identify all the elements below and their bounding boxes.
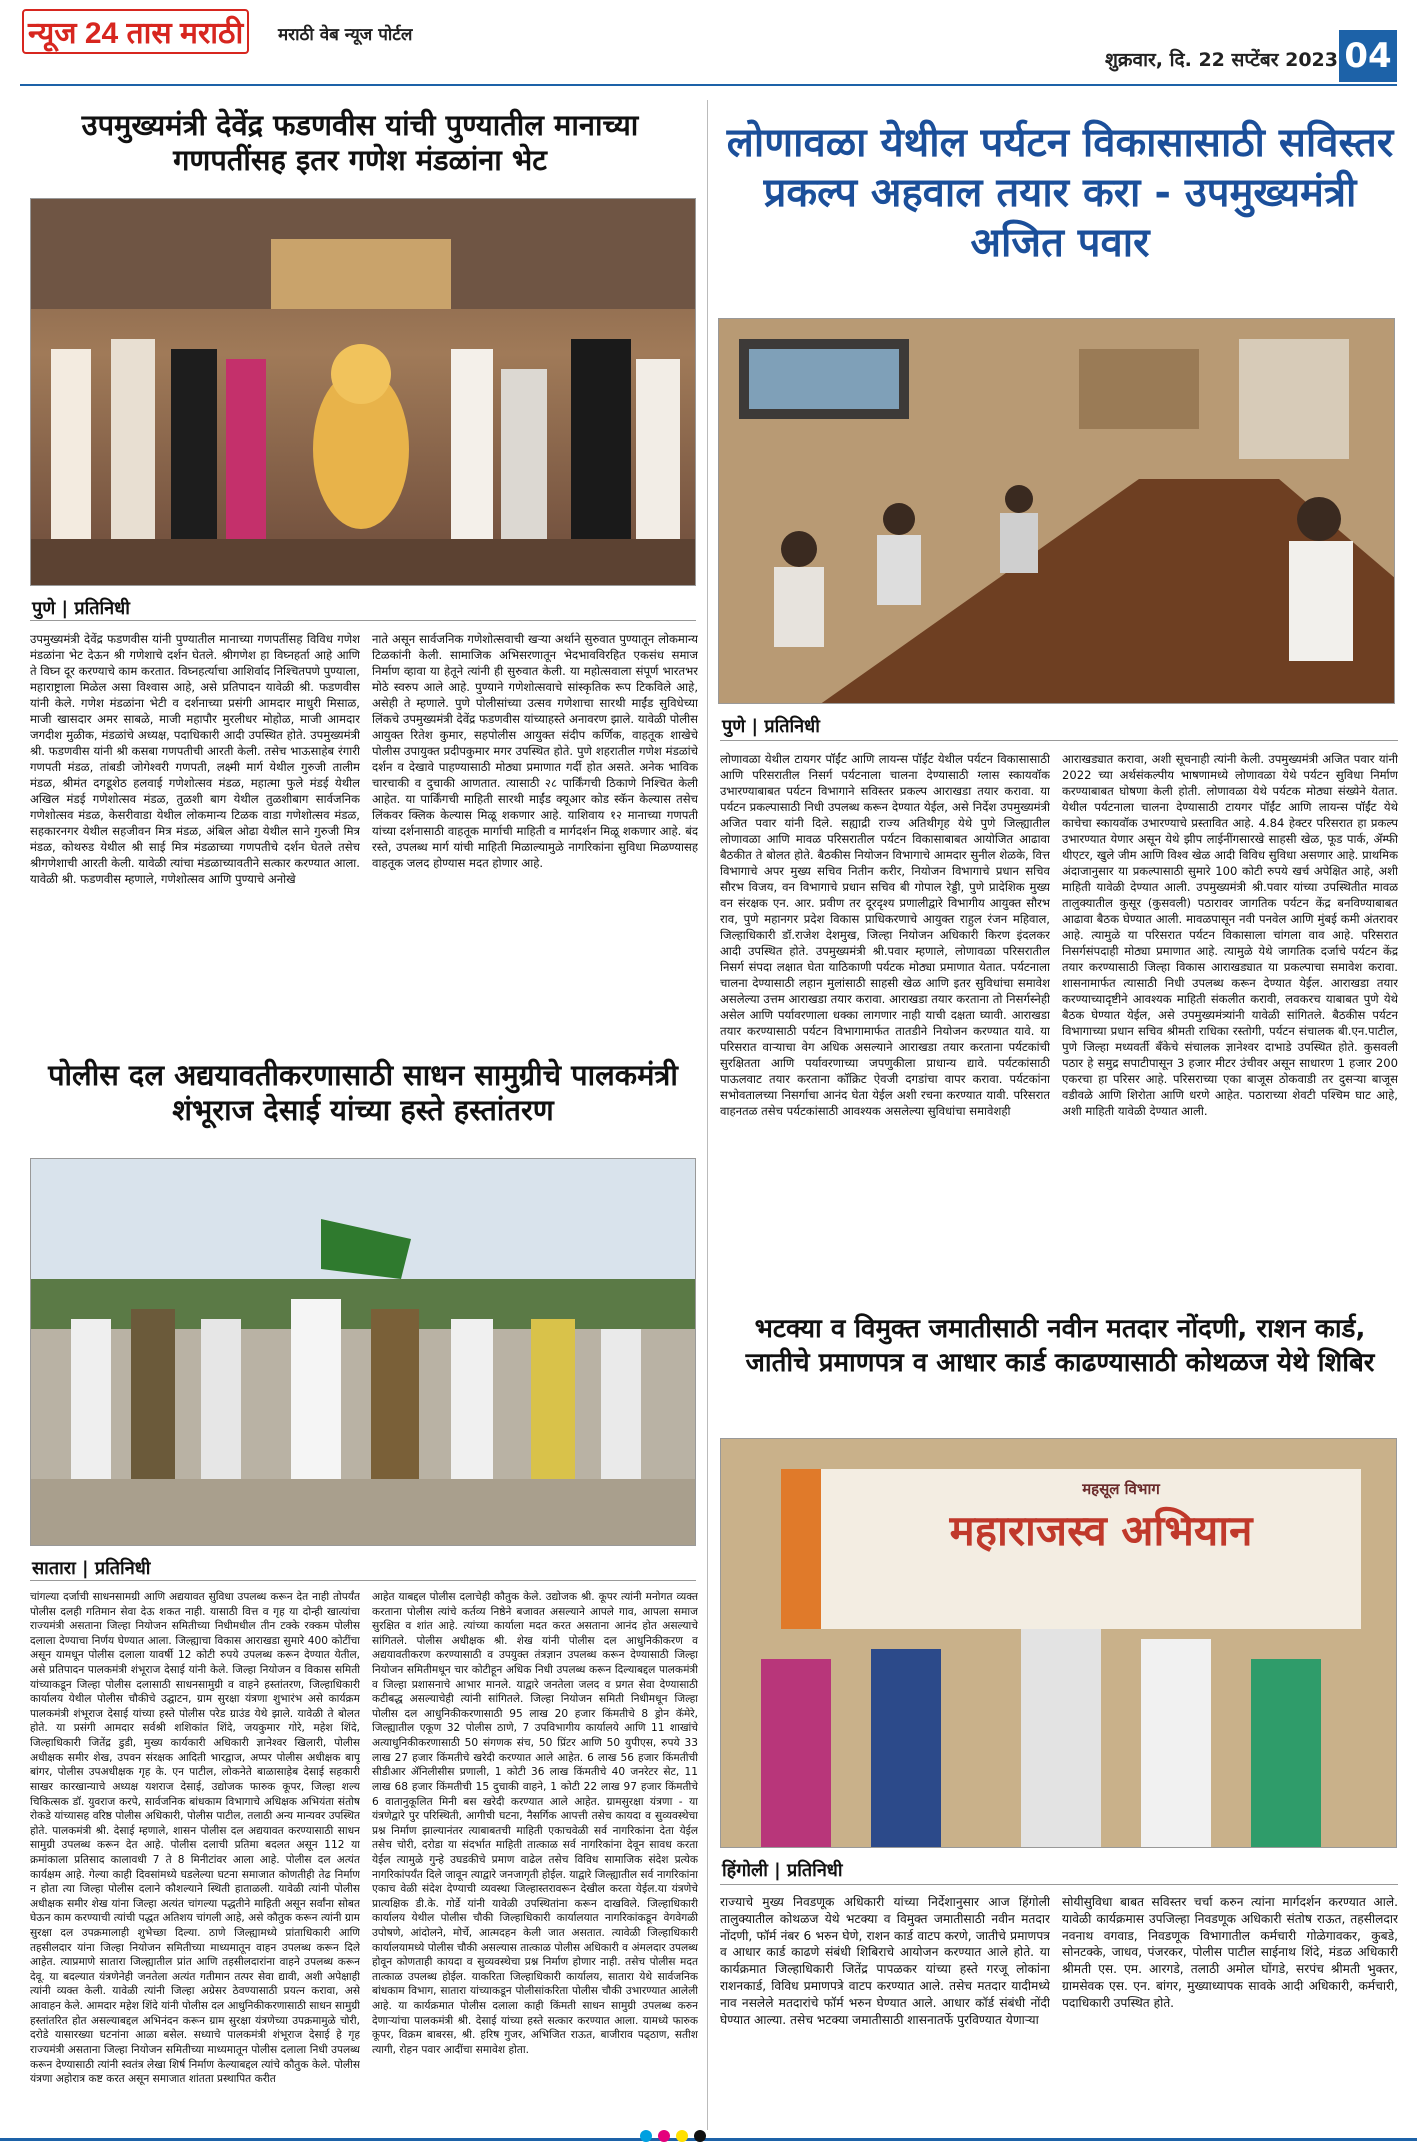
- article1-column1: उपमुख्यमंत्री देवेंद्र फडणवीस यांनी पुण्यातील मानाच्या गणपतींसह विविध गणेश मंडळांना भेट देऊन श्री गणेशाचे दर्शन घेतले. श्रीगणेश हा विघ्नहर्ता आहे आणि ते विघ्न दूर करण्याचे काम करतात. विघ्नहर्त्याचा आशिर्वाद निश्चितपणे पुण्याला, महाराष्ट्राला मिळेल असा विश्वास आहे, असे प्रतिपादन यावेळी श्री. फडणवीस यांनी केले. गणेश मंडळांना भेटी व दर्शनाच्या प्रसंगी आमदार माधुरी मिसाळ, माजी खासदार अमर साबळे, माजी महापौर मुरलीधर मोहोळ, माजी आमदार जगदीश मुळीक, मंडळांचे अध्यक्ष, पदाधिकारी आदी उपस्थित होते. उपमुख्यमंत्री श्री. फडणवीस यांनी श्री कसबा गणपतीची आरती केली. तसेच भाऊसाहेब रंगारी गणपती मंडळ, तांबडी जोगेश्वरी गणपती, लक्ष्मी मार्ग येथील गुरुजी तालीम मंडळ, श्रीमंत दगडूशेठ हलवाई गणेशोत्सव मंडळ, महात्मा फुले मंडई येथील अखिल मंडई गणेशोत्सव मंडळ, तुळशी बाग येथील तुळशीबाग सार्वजनिक गणेशोत्सव मंडळ, केसरीवाडा येथील लोकमान्य टिळक वाडा गणेशोत्सव मंडळ, सहकारनगर येथील सहजीवन मित्र मंडळ, अंबिल ओढा येथील साने गुरुजी मित्र मंडळ, कोथरुड येथील श्री साई मित्र मंडळाच्या गणपतीचे दर्शन घेतले तसेच श्रीगणेशाची आरती केली. यावेळी त्यांचा मंडळाच्यावतीने सत्कार करण्यात आला. यावेळी श्री. फडणवीस म्हणाले, गणेशोत्सव आणि पुण्याचे अनोखे: [30, 632, 360, 886]
- article1-column2: नाते असून सार्वजनिक गणेशोत्सवाची खऱ्या अर्थाने सुरुवात पुण्यातून लोकमान्य टिळकांनी केली. सामाजिक अभिसरणातून भेदभावविरहित एकसंध समाज निर्माण व्हावा या हेतूने त्यांनी ही सुरुवात केली. या महोत्सवाला संपूर्ण भारतभर मोठे स्वरुप आले आहे. पुण्याने गणेशोत्सवाचे सांस्कृतिक रूप टिकविले आहे, असेही ते म्हणाले. पुणे पोलीसांच्या उत्सव गणेशाचा सारथी माईंड सुविधेच्या लिंकचे उपमुख्यमंत्री देवेंद्र फडणवीस यांच्याहस्ते अनावरण झाले. यावेळी पोलीस आयुक्त रितेश कुमार, सहपोलीस आयुक्त संदीप कर्णिक, वाहतूक शाखेचे पोलीस उपायुक्त प्रदीपकुमार मगर उपस्थित होते. पुणे शहरातील गणेश मंडळांचे दर्शन व देखावे पाहण्यासाठी मोठ्या प्रमाणात गर्दी होत असते. अनेक भाविक चारचाकी व दुचाकी आणतात. त्यासाठी २८ पार्किंगची ठिकाणे निश्चित केली आहेत. या पार्किंगची माहिती सारथी माईंड क्यूआर कोड स्कॅन केल्यास तसेच लिंकवर क्लिक केल्यास मिळू शकणार आहे. याशिवाय १२ मानाच्या गणपती यांच्या दर्शनासाठी वाहतूक मार्गाची माहिती व मार्गदर्शन मिळू शकणार आहे. बंद रस्ते, उपलब्ध मार्ग यांची माहिती मिळाल्यामुळे नागरिकांना सुविधा मिळण्यासह वाहतूक जलद होण्यास मदत होणार आहे.: [372, 632, 698, 870]
- photo3-platform: [31, 1479, 696, 1546]
- photo1-idol-head: [331, 344, 391, 404]
- article4-headline: भटक्या व विमुक्त जमातीसाठी नवीन मतदार नोंदणी, राशन कार्ड, जातीचे प्रमाणपत्र व आधार कार्ड काढण्यासाठी कोथळज येथे शिबिर: [745, 1314, 1375, 1379]
- registration-mark-black: [694, 2130, 706, 2142]
- article2-byline: [722, 714, 820, 738]
- photo1-floor: [31, 539, 696, 586]
- masthead-tagline: मराठी वेब न्यूज पोर्टल: [278, 25, 413, 45]
- byline-text: पुणे | प्रतिनिधी: [32, 598, 130, 619]
- byline-text: हिंगोली | प्रतिनिधी: [722, 1860, 843, 1881]
- article1-photo: [30, 198, 696, 586]
- article3-column2: आहेत याबद्दल पोलीस दलाचेही कौतुक केले. उद्योजक श्री. कूपर त्यांनी मनोगत व्यक्त करताना पोलीस त्यांचे कर्तव्य निष्ठेने बजावत असल्याने आपले गाव, आपला समाज सुरक्षित व शांत आहे. त्यांच्या कार्याला मदत करत असताना आनंद होत असल्याचे सांगितले. पोलीस अधीक्षक श्री. शेख यांनी पोलीस दल आधुनिकीकरण व अद्ययावतीकरण करण्यासाठी व उपयुक्त तंत्रज्ञान उपलब्ध करून देण्यासाठी जिल्हा नियोजन समितीमधून चार कोटीहून अधिक निधी उपलब्ध करून दिल्याबद्दल पालकमंत्री व जिल्हा प्रशासनाचे आभार मानले. याद्वारे जनतेला जलद व प्रगत सेवा देण्यासाठी कटीबद्ध असल्याचेही त्यांनी सांगितले. जिल्हा नियोजन समिती निधीमधून जिल्हा पोलीस दल आधुनिकीकरणासाठी 95 लाख 20 हजार किंमतीचे 8 ड्रोन कॅमेरे, जिल्ह्यातील एकूण 32 पोलीस ठाणे, 7 उपविभागीय कार्यालये आणि 11 शाखांचे अत्याधुनिकीकरणासाठी 50 संगणक संच, 50 प्रिंटर आणि 50 युपीएस, रुपये 33 लाख 27 हजार किंमतीचे खरेदी करण्यात आले आहेत. 6 लाख 56 हजार किंमतीची सीडीआर ॲनिलीसीस प्रणाली, 1 कोटी 36 लाख किंमतीचे 40 जनरेटर सेट, 11 लाख 68 हजार किंमतीची 15 दुचाकी वाहने, 1 कोटी 22 लाख 97 हजार किंमतीचे 6 वातानुकूलित मिनी बस खरेदी करण्यात आले आहेत. ग्रामसुरक्षा यंत्रणा - या यंत्रणेद्वारे पुर परिस्थिती, आगीची घटना, नैसर्गिक आपत्ती तसेच कायदा व सुव्यवस्थेचा प्रश्न निर्माण झाल्यानंतर त्याबाबतची माहिती एकाचवेळी सर्व नागरिकांना देता येईल तसेच चोरी, दरोडा या संदर्भात माहिती तात्काळ सर्व नागरिकांना देवून सावध करता येईल त्यामुळे गुन्हे उघडकीचे प्रमाण वाढेल तसेच विविध सामाजिक संदेश प्रत्येक नागरिकांपर्यंत दिले जावून त्याद्वारे जनजागृती होईल. याद्वारे जिल्ह्यातील सर्व नागरिकांना एकाच वेळी संदेश देण्याची व्यवस्था जिल्हास्तरावरून देखील करता येईल.या यंत्रणेचे प्रात्यक्षिक डी.के. गोर्डे यांनी यावेळी उपस्थितांना करून दाखविले. जिल्हाधिकारी कार्यालय येथील पोलीस चौकी जिल्हाधिकारी कार्यालयात नागरिकांकडून वेगवेगळी उपोषणे, आंदोलने, मोर्चे, आत्मदहन केली जात असतात. त्यावेळी जिल्हाधिकारी कार्यालयामध्ये पोलीस चौकी असल्यास तात्काळ पोलीस अधिकारी व अंमलदार उपलब्ध होवून कोणताही कायदा व सुव्यवस्थेचा प्रश्न निर्माण होणार नाही. तसेच पोलीस मदत तात्काळ उपलब्ध होईल. याकरिता जिल्हाधिकारी कार्यालय, सातारा येथे सार्वजनिक बांधकाम विभाग, सातारा यांच्याकडून पोलीसांकरिता पोलीस चौकी उभारण्यात आलेली आहे. या कार्यक्रमात पोलीस दलाला काही किंमती साधन सामुग्री उपलब्ध करुन देणाऱ्यांचा पालकमंत्री श्री. देसाई यांच्या हस्ते सत्कार करण्यात आला. यामध्ये फारुक कूपर, विक्रम बाबरस, श्री. हरिष गुजर, अभिजित राऊत, बाजीराव पढ्ठाण, सतीश त्यागी, रोहन पवार आदींचा समावेश होता.: [372, 1591, 698, 2056]
- photo2-wall-panel: [1079, 349, 1199, 429]
- article1-headline: उपमुख्यमंत्री देवेंद्र फडणवीस यांची पुण्यातील मानाच्या गणपतींसह इतर गणेश मंडळांना भेट: [81, 108, 639, 178]
- page-number: 04: [1339, 30, 1397, 82]
- photo4-banner-line1: महसूल विभाग: [1082, 1480, 1160, 1498]
- police-equipment-handover-photo: [31, 1159, 696, 1546]
- article4-column1: राज्याचे मुख्य निवडणूक अधिकारी यांच्या निर्देशानुसार आज हिंगोली तालुक्यातील कोथळज येथे भटक्या व विमुक्त जमातीसाठी नवीन मतदार नोंदणी, फॉर्म नंबर 6 भरुन घेणे, राशन कार्ड वाटप करणे, जातीचे प्रमाणपत्र व आधार कार्ड काढणे संबंधी शिबिराचे आयोजन करण्यात आले होते. या कार्यक्रमात जिल्हाधिकारी जितेंद्र पापळकर यांच्या हस्ते गरजू लोकांना राशनकार्ड, विविध प्रमाणपत्रे वाटप करण्यात आले. तसेच मतदार यादीमध्ये नाव नसलेले मतदारांचे फॉर्म भरुन घेण्यात आले. आधार कॉर्ड संबंधी नोंदी घेण्यात आल्या. तसेच भटक्या जमातीसाठी शासनातर्फे पुरविण्यात येणाऱ्या: [720, 1895, 1050, 2027]
- article1-divider: [30, 620, 696, 621]
- masthead-rule: [20, 84, 1397, 86]
- photo1-canopy: [271, 239, 451, 309]
- logo-text: न्यूज 24 तास मराठी: [22, 9, 249, 54]
- registration-mark-magenta: [658, 2130, 670, 2142]
- article3-byline: [32, 1556, 150, 1580]
- byline-text: पुणे | प्रतिनिधी: [722, 716, 820, 737]
- article4-byline: [722, 1858, 843, 1882]
- article1-byline: [32, 596, 130, 620]
- article2-divider: [720, 740, 1398, 741]
- photo3-trees: [31, 1279, 696, 1329]
- article4-photo: [720, 1438, 1397, 1848]
- article2-photo: [718, 318, 1395, 704]
- photo2-left-screen-image: [749, 349, 899, 409]
- photo2-painting: [1239, 339, 1349, 459]
- article4-divider: [720, 1884, 1398, 1885]
- registration-mark-cyan: [640, 2130, 652, 2142]
- issue-date: शुक्रवार, दि. 22 सप्टेंबर 2023: [1105, 49, 1338, 71]
- article3-headline: पोलीस दल अद्ययावतीकरणासाठी साधन सामुग्रीचे पालकमंत्री शंभूराज देसाई यांच्या हस्ते हस्तांतरण: [48, 1058, 678, 1128]
- registration-marks: [640, 2130, 706, 2142]
- lonavala-meeting-photo: [719, 319, 1395, 704]
- registration-mark-yellow: [676, 2130, 688, 2142]
- article2-headline: लोणावळा येथील पर्यटन विकासासाठी सविस्तर प्रकल्प अहवाल तयार करा - उपमुख्यमंत्री अजित पवार: [726, 120, 1394, 266]
- article2-column1: लोणावळा येथील टायगर पॉईंट आणि लायन्स पॉईंट येथील पर्यटन विकासासाठी आणि परिसरातील निसर्ग पर्यटनाला चालना देण्यासाठी ग्लास स्कायवॉक उभारण्याबाबत पर्यटन विभागाने सविस्तर प्रकल्प आराखडा तयार करावा. या पर्यटन प्रकल्पासाठी निधी उपलब्ध करून देण्यात येईल, असे निर्देश उपमुख्यमंत्री अजित पवार यांनी दिले. सह्याद्री राज्य अतिथीगृह येथे पुणे जिल्ह्यातील लोणावळा आणि मावळ परिसरातील पर्यटन विकासाबाबत आयोजित आढावा बैठकीत ते बोलत होते. बैठकीस नियोजन विभागाचे आमदार सुनील शेळके, वित्त विभागाचे अपर मुख्य सचिव नितीन करीर, नियोजन विभागाचे प्रधान सचिव सौरभ विजय, वन विभागाचे प्रधान सचिव बी गोपाल रेड्डी, पुणे प्रादेशिक मुख्य वन संरक्षक एन. आर. प्रवीण तर दूरदृश्य प्रणालीद्वारे विभागीय आयुक्त सौरभ राव, पुणे महानगर प्रदेश विकास प्राधिकरणाचे आयुक्त राहुल रंजन महिवाल, जिल्हाधिकारी डॉ.राजेश देशमुख, जिल्हा नियोजन अधिकारी किरण इंदलकर आदी उपस्थित होते. उपमुख्यमंत्री श्री.पवार म्हणाले, लोणावळा परिसरातील निसर्ग संपदा लक्षात घेता याठिकाणी पर्यटक मोठ्या प्रमाणात येतात. पर्यटनाला चालना देण्यासाठी लहान मुलांसाठी साहसी खेळ आणि इतर सुविधांचा समावेश असलेल्या उत्तम आराखडा तयार करावा. आराखडा तयार करताना तो निसर्गस्नेही असेल आणि पर्यावरणाला धक्का लागणार नाही याची दक्षता घ्यावी. आराखडा तयार करण्यासाठी पर्यटन विभागामार्फत तातडीने नियोजन करण्यात यावे. या परिसरात वाऱ्याचा वेग अधिक असल्याने आराखडा तयार करताना पर्यटकांची सुरक्षितता आणि पर्यावरणाच्या जपणुकीला प्राधान्य द्यावे. पर्यटकांसाठी पाऊलवाट तयार करताना कॉक्रिट ऐवजी दगडांचा वापर करावा. पर्यटकांना सभोवतालच्या निसर्गाचा आनंद घेता येईल अशी रचना करण्यात यावी. परिसरात वाहनतळ तसेच पर्यटकांसाठी आवश्यक असलेल्या सुविधांचा समावेशही: [720, 752, 1050, 1118]
- center-column-separator: [707, 100, 708, 2130]
- article2-column2: आराखड्यात करावा, अशी सूचनाही त्यांनी केली. उपमुख्यमंत्री अजित पवार यांनी 2022 च्या अर्थसंकल्पीय भाषणामध्ये लोणावळा येथे पर्यटन सुविधा निर्माण करण्याबाबत घोषणा केली होती. लोणावळा येथे पर्यटक मोठ्या संख्येने येतात. येथील पर्यटनाला चालना देण्यासाठी टायगर पॉईंट आणि लायन्स पॉईंट येथे काचेचा स्कायवॉक उभारण्याचे प्रस्तावित आहे. 4.84 हेक्टर परिसरात हा प्रकल्प उभारण्यात येणार असून येथे झीप लाईनींगसारखे साहसी खेळ, फूड पार्क, ॲम्फी थीएटर, खुले जीम आणि विश्व खेळ आदी विविध सुविधा असणार आहे. प्राथमिक अंदाजानुसार या प्रकल्पासाठी सुमारे 100 कोटी रुपये खर्च अपेक्षित आहे, अशी माहिती यावेळी देण्यात आली. उपमुख्यमंत्री श्री.पवार यांच्या उपस्थितीत मावळ तालुक्यातील कुसूर (कुसवली) पठारावर जागतिक पर्यटन केंद्र बनविण्याबाबत आढावा बैठक घेण्यात आली. मावळपासून नवी पनवेल आणि मुंबई कमी अंतरावर आहे. त्यामुळे या परिसरात पर्यटन विकासाला चांगला वाव आहे. परिसरात निसर्गसंपदाही मोठ्या प्रमाणात आहे. त्यामुळे येथे जागतिक दर्जाचे पर्यटन केंद्र तयार करण्यासाठी जिल्हा विकास आराखड्यात या प्रकल्पाचा समावेश करावा. शासनामार्फत त्यासाठी निधी उपलब्ध करून देण्यात येईल. आराखडा तयार करण्याच्यादृष्टीने आवश्यक माहिती संकलीत करावी, लवकरच याबाबत पुणे येथे बैठक घेण्यात येईल, असे उपमुख्यमंत्र्यांनी यावेळी सांगितले. बैठकीस पर्यटन विभागाच्या प्रधान सचिव श्रीमती राधिका रस्तोगी, पर्यटन संचालक बी.एन.पाटील, पुणे जिल्हा मध्यवर्ती बँकेचे संचालक ज्ञानेश्वर दाभाडे उपस्थित होते. कुसवली पठार हे समुद्र सपाटीपासून 3 हजार मीटर उंचीवर असून साधारण 1 हजार 200 एकरचा हा परिसर आहे. परिसराच्या एका बाजूस ठोकवाडी तर दुसऱ्या बाजूस वडीवळे आणि शिरोता आणि धरणे आहेत. पठाराच्या शेवटी पश्चिम घाट आहे, अशी माहिती यावेळी देण्यात आली.: [1062, 752, 1398, 1118]
- photo4-banner-stripe: [781, 1469, 821, 1629]
- masthead-logo: [22, 8, 249, 54]
- photo4-banner-line2: महाराजस्व अभियान: [949, 1506, 1253, 1555]
- article4-column2: सोयीसुविधा बाबत सविस्तर चर्चा करुन त्यांना मार्गदर्शन करण्यात आले. यावेळी कार्यक्रमास उपजिल्हा निवडणूक अधिकारी संतोष राऊत, तहसीलदार नवनाथ वगवाड, निवडणूक विभागातील कर्मचारी गोळेगावकर, कुबडे, सोनटक्के, जाधव, पंजरकर, पोलीस पाटील साईनाथ शिंदे, मंडळ अधिकारी श्रीमती एस. एम. आरगडे, तलाठी अमोल घोंगडे, सरपंच श्रीमती भुक्तर, ग्रामसेवक एस. एन. बांगर, मुख्याध्यापक सावके आदी अधिकारी, कर्मचारी, पदाधिकारी उपस्थित होते.: [1062, 1895, 1398, 2010]
- article3-divider: [30, 1580, 696, 1581]
- footer-rule: [0, 2138, 1417, 2141]
- article3-photo: [30, 1158, 696, 1546]
- ganesh-mandal-visit-photo: [31, 199, 696, 586]
- article3-column1: चांगल्या दर्जाची साधनसामग्री आणि अद्ययावत सुविधा उपलब्ध करून देत नाही तोपर्यंत पोलीस दलही गतिमान सेवा देऊ शकत नाही. यासाठी वित्त व गृह या दोन्ही खात्यांचा राज्यमंत्री असताना जिल्हा नियोजन समितीच्या निधीमधील तीन टक्के रक्कम पोलीस दलाला देण्याचा निर्णय घेण्यात आला. जिल्ह्याचा विकास आराखडा सुमारे 400 कोटींचा असून यामधून पोलीस दलाला यावर्षी 12 कोटी रुपये उपलब्ध करून देण्यात येतील, असे प्रतिपादन पालकमंत्री शंभूराज देसाई यांनी केले. जिल्हा नियोजन व विकास समिती यांच्याकडून जिल्हा पोलीस दलासाठी साधनसामुग्री व वाहने हस्तांतरण, जिल्हाधिकारी कार्यालय येथील पोलीस चौकीचे उद्घाटन, ग्राम सुरक्षा यंत्रणा शुभारंभ असे कार्यक्रम पालकमंत्री शंभूराज देसाई यांच्या हस्ते पोलीस परेड ग्राउंड येथे झाले. यावेळी ते बोलत होते. या प्रसंगी आमदार सर्वश्री शशिकांत शिंदे, जयकुमार गोरे, महेश शिंदे, जिल्हाधिकारी जितेंद्र डुडी, मुख्य कार्यकारी अधिकारी ज्ञानेश्वर खिलारी, पोलीस अधीक्षक समीर शेख, उपवन संरक्षक आदिती भारद्वाज, अप्पर पोलीस अधीक्षक बापू बांगर, पोलीस उपअधीक्षक गृह के. एन पाटील, लोकनेते बाळासाहेब देसाई सहकारी साखर कारखान्याचे अध्यक्ष यशराज देसाई, उद्योजक फारुक कूपर, जिल्हा शल्य चिकित्सक डॉ. युवराज करपे, सार्वजनिक बांधकाम विभागाचे अधिक्षक अभियंता संतोष रोकडे यांच्यासह वरिष्ठ पोलीस अधिकारी, पोलीस पाटील, तलाठी अन्य मान्यवर उपस्थित होते. पालकमंत्री श्री. देसाई म्हणाले, शासन पोलीस दल अद्ययावत करण्यासाठी साधन सामुग्री उपलब्ध करून देत आहे. पोलीस दलाची प्रतिमा बदलत असून 112 या क्रमांकाला प्रतिसाद कालावधी 7 ते 8 मिनीटांवर आला आहे. पोलीस दल अत्यंत कार्यक्षम आहे. गेल्या काही दिवसांमध्ये घडलेल्या घटना समाजात कोणतीही तेढ निर्माण न होता त्या जिल्हा पोलीस दलाने कौशल्याने स्थिती हाताळली. यावेळी त्यांनी पोलीस अधीक्षक समीर शेख यांना जिल्हा अत्यंत चांगल्या पद्धतीने माहिती असून सर्वांना सोबत घेऊन काम करण्याची त्यांची पद्धत अतिशय चांगली आहे, असे कौतुक करून त्यांनी ग्राम सुरक्षा दल उपक्रमालाही शुभेच्छा दिल्या. ठाणे जिल्ह्यामध्ये प्रांताधिकारी आणि तहसीलदार यांना जिल्हा नियोजन समितीच्या माध्यमातून वाहन उपलब्ध करून दिले आहेत. त्याप्रमाणे सातारा जिल्ह्यातील प्रांत आणि तहसीलदारांना वाहने उपलब्ध करून देवू. या बदल्यात यंत्रणेनेही जनतेला अत्यंत गतीमान तत्पर सेवा द्यावी, अशी अपेक्षाही त्यांनी व्यक्त केली. यावेळी त्यांनी जिल्हा अग्रेसर ठेवण्यासाठी प्रयत्न करावा, असे आवाहन केले. आमदार महेश शिंदे यांनी पोलीस दल आधुनिकीकरणासाठी साधन सामुग्री हस्तांतरित होत असल्याबद्दल अभिनंदन करून ग्राम सुरक्षा यंत्रणेच्या उपक्रमामुळे चोरी, दरोडे यासारख्या घटनांना आळा बसेल. सध्याचे पालकमंत्री शंभूराज देसाई हे गृह राज्यमंत्री असताना जिल्हा नियोजन समितीच्या माध्यमातून पोलीस दलाला निधी उपलब्ध करून देण्यासाठी त्यांनी स्वतंत्र लेखा शिर्ष निर्माण केल्याबद्दल त्यांचे कौतुक केले. पोलीस यंत्रणा अहोरात्र कष्ट करत असून समाजात शांतता प्रस्थापित करीत: [30, 1591, 360, 2086]
- byline-text: सातारा | प्रतिनिधी: [32, 1558, 151, 1579]
